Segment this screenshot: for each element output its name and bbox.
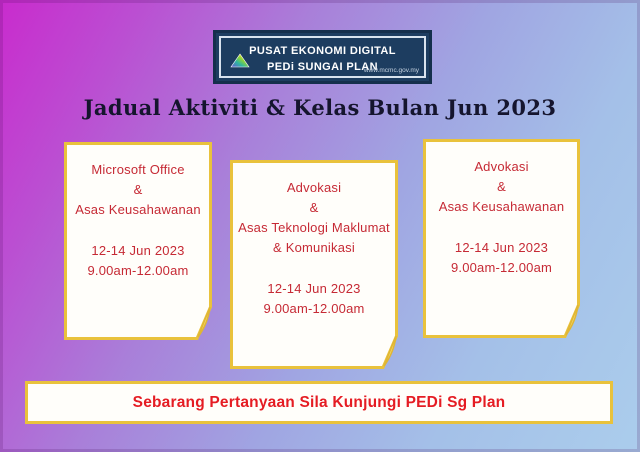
card-line: & Komunikasi (273, 240, 355, 255)
footer-banner (25, 381, 613, 424)
org-logo-box-inner (219, 36, 426, 78)
schedule-card-advokasi-tmk (230, 160, 398, 369)
schedule-card-microsoft-office (64, 142, 212, 340)
card-line: Asas Teknologi Maklumat (238, 220, 390, 235)
card-content (64, 142, 212, 281)
mcmc-triangle-logo-icon (230, 53, 250, 73)
footer-text: Sebarang Pertanyaan Sila Kunjungi PEDi Sg Plan (132, 393, 506, 411)
card-line: Asas Keusahawanan (75, 202, 201, 217)
page-title: Jadual Aktiviti & Kelas Bulan Jun 2023 (83, 95, 557, 120)
card-line: Microsoft Office (91, 162, 185, 177)
card-line: & (133, 182, 143, 197)
org-website: www.mcmc.gov.my (363, 67, 419, 74)
card-time: 9.00am-12.00am (263, 301, 365, 316)
org-logo-box (213, 30, 432, 84)
card-spacer (429, 217, 574, 238)
card-line: Advokasi (474, 159, 529, 174)
card-line: Asas Keusahawanan (438, 199, 565, 214)
card-spacer (236, 258, 392, 279)
card-date: 12-14 Jun 2023 (454, 240, 549, 255)
card-spacer (70, 220, 206, 241)
card-time: 9.00am-12.00am (450, 260, 553, 275)
card-date: 12-14 Jun 2023 (267, 281, 361, 296)
card-line: & (309, 200, 319, 215)
org-name-line2: PEDi SUNGAI PLAN (267, 61, 378, 73)
card-line: & (497, 179, 506, 194)
card-time: 9.00am-12.00am (87, 263, 189, 278)
card-content (230, 160, 398, 319)
org-name-line1: PUSAT EKONOMI DIGITAL (249, 45, 396, 57)
card-line: Advokasi (286, 180, 342, 195)
card-content (423, 139, 580, 278)
card-date: 12-14 Jun 2023 (91, 243, 185, 258)
schedule-card-advokasi-keusahawanan (423, 139, 580, 338)
